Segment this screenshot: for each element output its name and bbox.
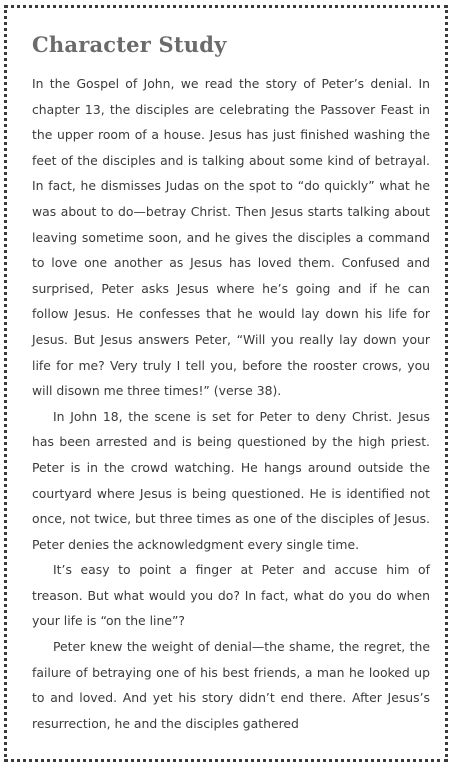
section-title: Character Study <box>32 32 227 57</box>
body-paragraph-4: Peter knew the weight of denial—the shame, the regret, the failure of betraying one of his best friends, a man he looked up to and loved. And yet his story didn’t end there. After Jesus’s resurrection, he and the disciples gathered <box>32 639 430 731</box>
body-paragraph-1: In the Gospel of John, we read the story of Peter’s denial. In chapter 13, the disciples are celebrating the Passover Feast in the upper room of a house. Jesus has just finished washing the feet of the disciples and is talking about some kind of betrayal. In fact, he dismisses Judas on the spot to “do quickly” what he was about to do—betray Christ. Then Jesus starts talking about leaving sometime soon, and he gives the disciples a command to love one another as Jesus has loved them. Confused and surprised, Peter asks Jesus where he’s going and if he can follow Jesus. He confesses that he would lay down his life for Jesus. But Jesus answers Peter, “Will you really lay down your life for me? Very truly I tell you, before the rooster crows, you will disown me three times!” (verse 38). <box>32 76 430 399</box>
body-paragraph-3: It’s easy to point a finger at Peter and accuse him of treason. But what would you do? In fact, what do you do when your life is “on the line”? <box>32 562 430 629</box>
body-paragraph-2: In John 18, the scene is set for Peter to deny Christ. Jesus has been arrested and is being questioned by the high priest. Peter is in the crowd watching. He hangs around outside the courtyard where Jesus is being questioned. He is identified not once, not twice, but three times as one of the disciples of Jesus. Peter denies the acknowledgment every single time. <box>32 408 430 552</box>
character-study-box <box>32 32 430 736</box>
